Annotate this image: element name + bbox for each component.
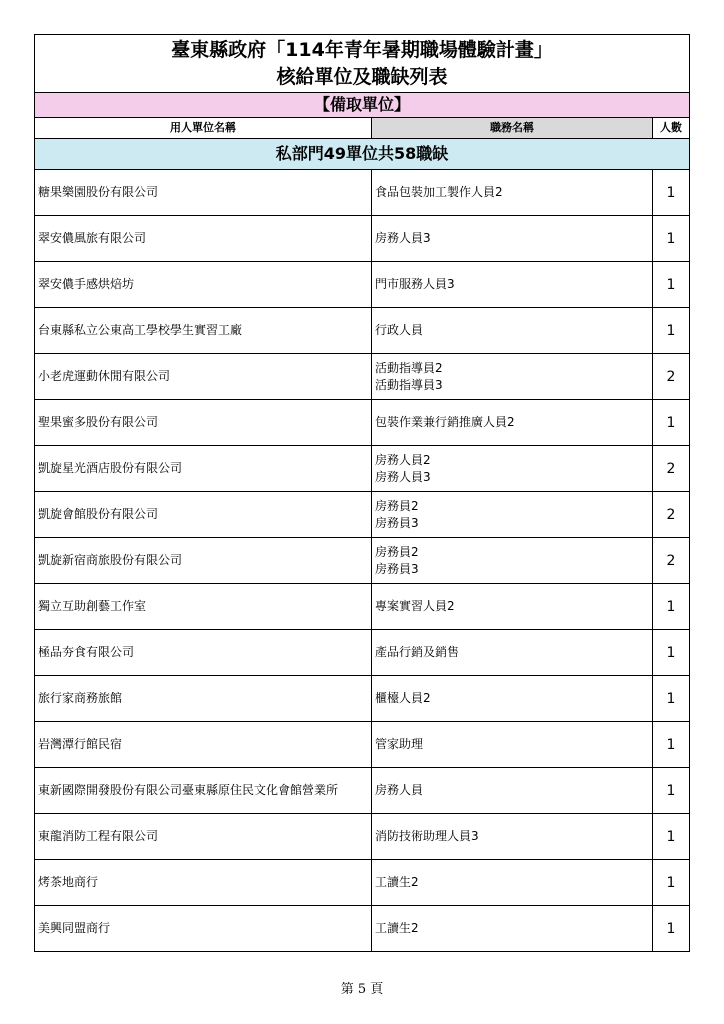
headcount-cell: 1 [653,584,690,630]
job-title-cell [372,768,653,814]
page-title [35,35,690,93]
unit-name-cell: 翠安儂手感烘焙坊 [35,262,372,308]
unit-name-cell: 烤茶地商行 [35,860,372,906]
job-title: 活動指導員2 [375,360,443,375]
job-title-cell [372,676,653,722]
unit-name-cell: 凱旋會館股份有限公司 [35,492,372,538]
table-row [35,216,690,262]
column-header-count: 人數 [653,118,690,139]
headcount-cell: 1 [653,400,690,446]
unit-name-cell: 極品夯食有限公司 [35,630,372,676]
job-title: 包裝作業兼行銷推廣人員2 [375,415,515,429]
job-title-cell [372,814,653,860]
job-title: 房務人員3 [375,469,431,484]
unit-name-cell: 旅行家商務旅館 [35,676,372,722]
table-row [35,722,690,768]
table-row [35,170,690,216]
job-title: 櫃檯人員2 [375,691,431,705]
column-header-job: 職務名稱 [372,118,653,139]
unit-name-cell: 岩灣潭行館民宿 [35,722,372,768]
job-title-cell [372,906,653,952]
job-title: 消防技術助理人員3 [375,829,479,843]
headcount-cell: 1 [653,308,690,354]
job-title: 房務員3 [375,561,419,576]
headcount-cell: 1 [653,170,690,216]
table-row [35,814,690,860]
job-title-cell [372,492,653,538]
page-number: 第 5 頁 [340,982,384,997]
job-title: 專案實習人員2 [375,599,455,613]
job-title: 食品包裝加工製作人員2 [375,185,503,199]
job-title-cell [372,400,653,446]
unit-name-cell: 聖果蜜多股份有限公司 [35,400,372,446]
table-row [35,262,690,308]
job-title: 房務人員2 [375,452,431,467]
table-row [35,492,690,538]
headcount-cell: 1 [653,860,690,906]
unit-name-cell: 小老虎運動休閒有限公司 [35,354,372,400]
headcount-cell: 1 [653,216,690,262]
job-title-cell [372,170,653,216]
reserve-banner: 【備取單位】 [35,93,690,118]
job-title-cell [372,216,653,262]
table-row [35,768,690,814]
headcount-cell: 1 [653,722,690,768]
unit-name-cell: 凱旋星光酒店股份有限公司 [35,446,372,492]
job-title: 房務人員 [375,783,424,797]
job-title-cell [372,630,653,676]
headcount-cell: 1 [653,814,690,860]
table-row [35,906,690,952]
title-line-1: 臺東縣政府「114年青年暑期職場體驗計畫」 [171,38,553,61]
table-row [35,676,690,722]
job-title-cell [372,722,653,768]
job-title: 工讀生2 [375,875,419,889]
headcount-cell: 2 [653,446,690,492]
job-title: 管家助理 [375,737,424,751]
job-title: 房務員2 [375,498,419,513]
job-title-cell [372,308,653,354]
job-title-cell [372,446,653,492]
unit-name-cell: 美興同盟商行 [35,906,372,952]
table-row [35,308,690,354]
job-title: 行政人員 [375,323,424,337]
job-title: 房務員2 [375,544,419,559]
job-title: 門市服務人員3 [375,277,455,291]
headcount-cell: 2 [653,492,690,538]
vacancy-table [34,34,690,952]
unit-name-cell: 獨立互助創藝工作室 [35,584,372,630]
unit-name-cell: 台東縣私立公東高工學校學生實習工廠 [35,308,372,354]
job-title-cell [372,584,653,630]
table-row [35,860,690,906]
job-title-cell [372,538,653,584]
unit-name-cell: 東龍消防工程有限公司 [35,814,372,860]
table-row [35,538,690,584]
headcount-cell: 2 [653,538,690,584]
table-row [35,400,690,446]
title-line-2: 核給單位及職缺列表 [276,65,448,88]
job-title-cell [372,262,653,308]
headcount-cell: 1 [653,262,690,308]
table-row [35,446,690,492]
headcount-cell: 1 [653,768,690,814]
job-title-cell [372,354,653,400]
unit-name-cell: 翠安儂風旅有限公司 [35,216,372,262]
headcount-cell: 1 [653,906,690,952]
table-row [35,584,690,630]
headcount-cell: 1 [653,630,690,676]
section-banner: 私部門49單位共58職缺 [35,139,690,170]
table-row [35,630,690,676]
unit-name-cell: 東新國際開發股份有限公司臺東縣原住民文化會館營業所 [35,768,372,814]
job-title: 房務員3 [375,515,419,530]
job-title: 活動指導員3 [375,377,443,392]
headcount-cell: 2 [653,354,690,400]
job-title-cell [372,860,653,906]
unit-name-cell: 糖果樂園股份有限公司 [35,170,372,216]
unit-name-cell: 凱旋新宿商旅股份有限公司 [35,538,372,584]
column-header-unit: 用人單位名稱 [35,118,372,139]
headcount-cell: 1 [653,676,690,722]
job-title: 房務人員3 [375,231,431,245]
job-title: 工讀生2 [375,921,419,935]
job-title: 產品行銷及銷售 [375,645,460,659]
table-row [35,354,690,400]
